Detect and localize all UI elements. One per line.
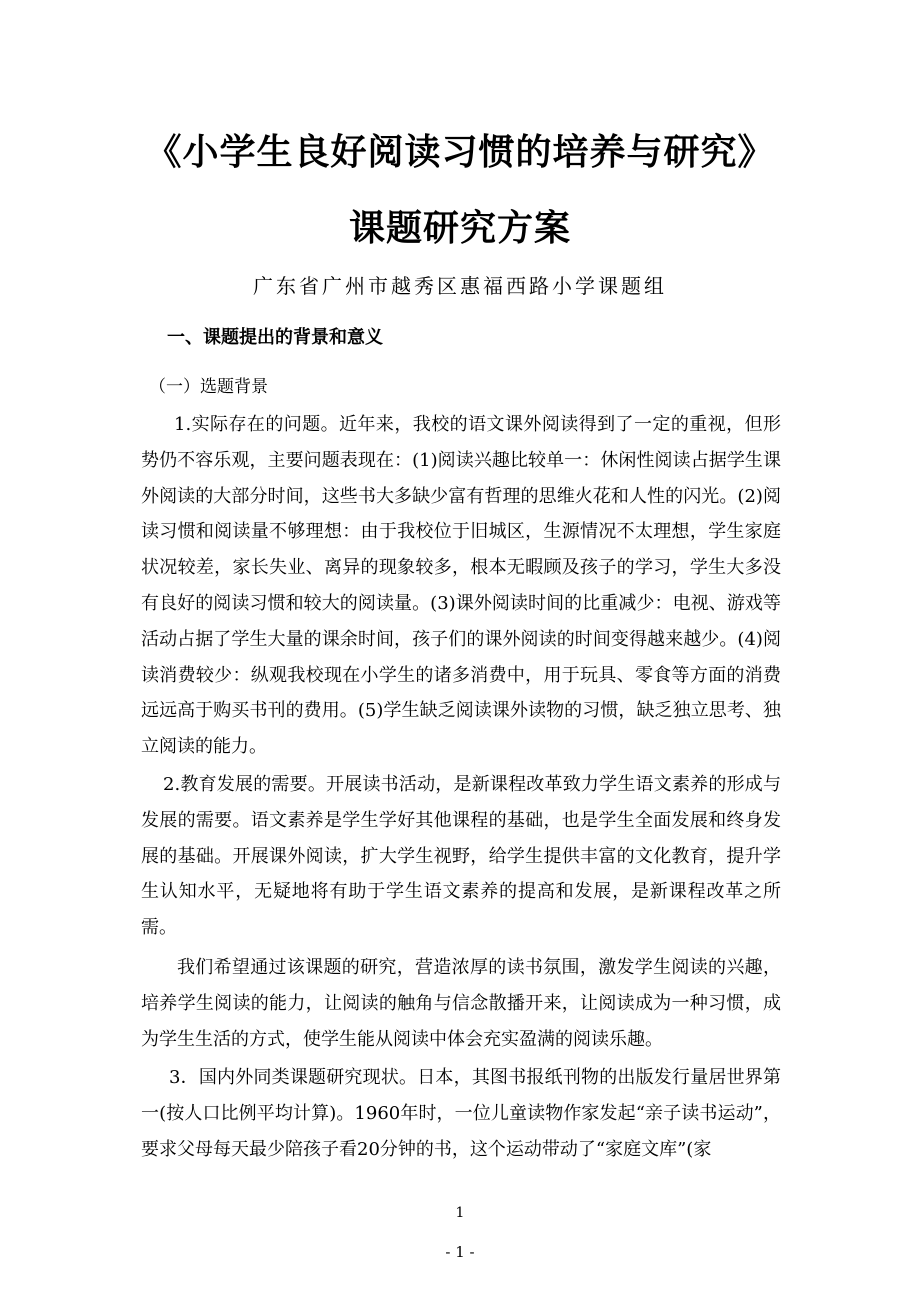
paragraph-4: 3．国内外同类课题研究现状。日本，其图书报纸刊物的出版发行量居世界第一(按人口比例平均计算)。1960年时，一位儿童读物作家发起“亲子读书运动”，要求父母每天最少陪孩子看20分钟的书，这个运动带动了“家庭文库”(家	[141, 1067, 781, 1160]
footer-page-number: 1	[455, 1205, 465, 1221]
document-title-line-1: 《小学生良好阅读习惯的培养与研究》	[145, 132, 775, 173]
section-heading: 一、课题提出的背景和意义	[167, 327, 383, 348]
paragraph-2: 2.教育发展的需要。开展读书活动，是新课程改革致力学生语文素养的形成与发展的需要。语文素养是学生学好其他课程的基础，也是学生全面发展和终身发展的基础。开展课外阅读，扩大学生视野，给学生提供丰富的文化教育，提升学生认知水平，无疑地将有助于学生语文素养的提高和发展，是新课程改革之所需。	[141, 774, 781, 939]
subsection-heading: （一）选题背景	[149, 377, 268, 397]
footer-page-label: - 1 -	[445, 1243, 475, 1261]
paragraph-3: 我们希望通过该课题的研究，营造浓厚的读书氛围，激发学生阅读的兴趣，培养学生阅读的能力，让阅读的触角与信念散播开来，让阅读成为一种习惯，成为学生生活的方式，使学生能从阅读中体会充实盈满的阅读乐趣。	[141, 957, 781, 1050]
document-title-line-2: 课题研究方案	[348, 208, 571, 249]
paragraph-1: 1.实际存在的问题。近年来，我校的语文课外阅读得到了一定的重视，但形势仍不容乐观，主要问题表现在：(1)阅读兴趣比较单一：休闲性阅读占据学生课外阅读的大部分时间，这些书大多缺少富有哲理的思维火花和人性的闪光。(2)阅读习惯和阅读量不够理想：由于我校位于旧城区，生源情况不太理想，学生家庭状况较差，家长失业、离异的现象较多，根本无暇顾及孩子的学习，学生大多没有良好的阅读习惯和较大的阅读量。(3)课外阅读时间的比重减少：电视、游戏等活动占据了学生大量的课余时间，孩子们的课外阅读的时间变得越来越少。(4)阅读消费较少：纵观我校现在小学生的诸多消费中，用于玩具、零食等方面的消费远远高于购买书刊的费用。(5)学生缺乏阅读课外读物的习惯，缺乏独立思考、独立阅读的能力。	[141, 414, 781, 758]
document-author: 广东省广州市越秀区惠福西路小学课题组	[253, 274, 667, 298]
